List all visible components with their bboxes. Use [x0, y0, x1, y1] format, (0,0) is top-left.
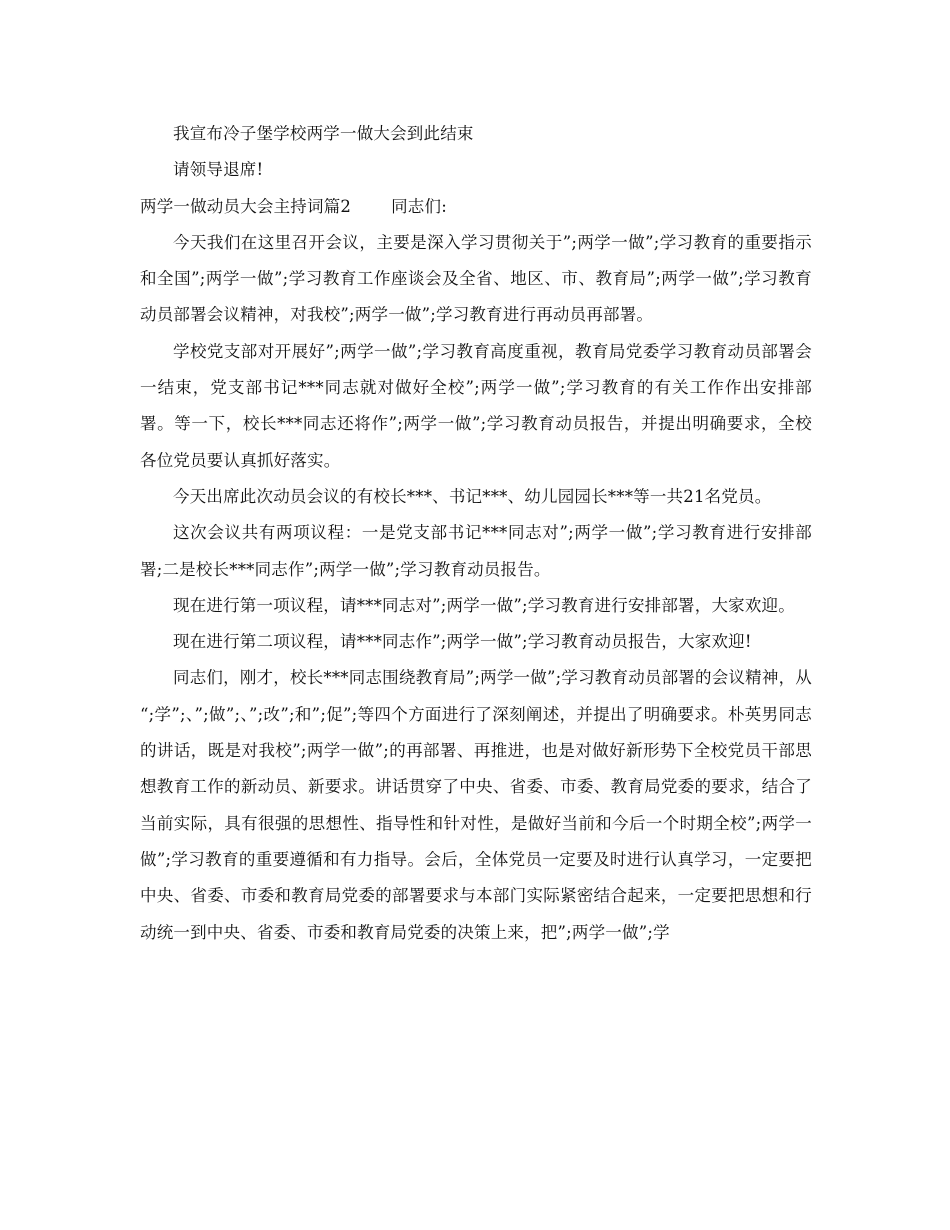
- section-heading-line: [140, 189, 812, 225]
- document-body: [140, 116, 812, 951]
- paragraph-attendees: 今天出席此次动员会议的有校长***、书记***、幼儿园园长***等一共21名党员。: [173, 486, 772, 506]
- paragraph-summary: 同志们，刚才，校长***同志围绕教育局”;两学一做”;学习教育动员部署的会议精神，从 “;学”;、”;做”;、”;改”;和”;促”;等四个方面进行了深刻阐述，并提出了明确要求。朴英男同志的讲话，既是对我校”;两学一做”;的再部署、再推进，也是对做好新形势下全校党员干部思想教育工作的新动员、新要求。讲话贯穿了中央、省委、市委、教育局党委的要求，结合了当前实际，具有很强的思想性、指导性和针对性，是做好当前和今后一个时期全校”;两学一做”;学习教育的重要遵循和有力指导。会后，全体党员一定要及时进行认真学习，一定要把中央、省委、市委和教育局党委的部署要求与本部门实际紧密结合起来，一定要把思想和行动统一到中央、省委、市委和教育局党委的决策上来，把”;两学一做”;学: [140, 668, 812, 942]
- paragraph-party-branch: 学校党支部对开展好”;两学一做”;学习教育高度重视，教育局党委学习教育动员部署会一结束，党支部书记***同志就对做好全校”;两学一做”;学习教育的有关工作作出安排部署。等一下，校长***同志还将作”;两学一做”;学习教育动员报告，并提出明确要求，全校各位党员要认真抓好落实。: [140, 341, 812, 470]
- paragraph-agenda-item-1: 现在进行第一项议程，请***同志对”;两学一做”;学习教育进行安排部署，大家欢迎。: [173, 595, 795, 615]
- section-title: 两学一做动员大会主持词篇2: [140, 196, 352, 216]
- paragraph-agenda-item-2: 现在进行第二项议程，请***同志作”;两学一做”;学习教育动员报告，大家欢迎!: [173, 632, 752, 652]
- salutation: 同志们:: [391, 196, 447, 216]
- paragraph-intro: 今天我们在这里召开会议，主要是深入学习贯彻关于”;两学一做”;学习教育的重要指示和全国”;两学一做”;学习教育工作座谈会及全省、地区、市、教育局”;两学一做”;学习教育动员部署会议精神，对我校”;两学一做”;学习教育进行再动员再部署。: [140, 232, 812, 325]
- heading-gap: [351, 189, 391, 225]
- paragraph-dismiss: 请领导退席!: [173, 160, 264, 180]
- paragraph-agenda: 这次会议共有两项议程：一是党支部书记***同志对”;两学一做”;学习教育进行安排部署;二是校长***同志作”;两学一做”;学习教育动员报告。: [140, 523, 812, 579]
- paragraph-closing: 我宣布冷子堡学校两学一做大会到此结束: [173, 124, 474, 143]
